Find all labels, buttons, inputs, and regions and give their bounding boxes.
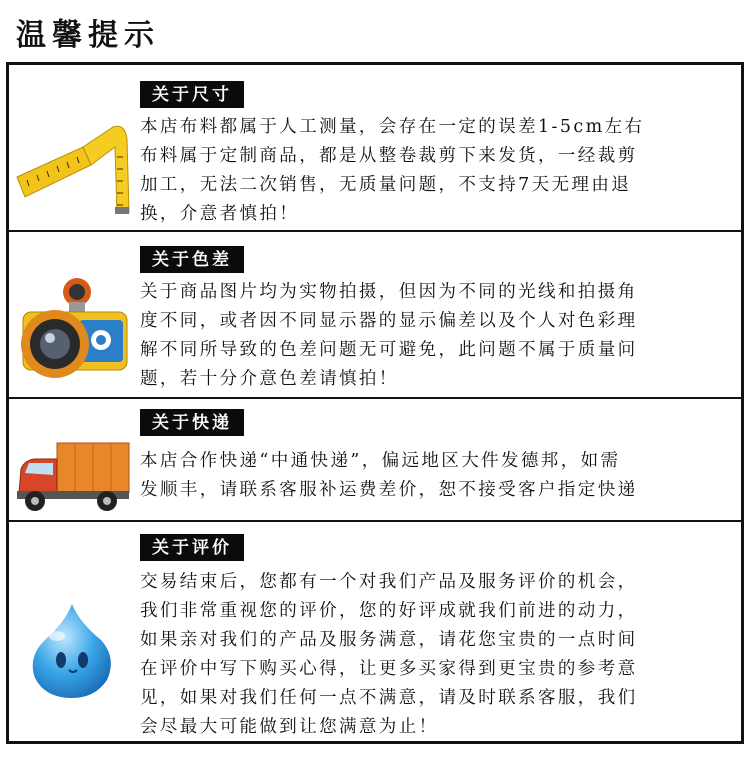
section-text-size: [140, 113, 732, 229]
section-text-delivery: [140, 447, 732, 505]
section-label-delivery: 关于快递: [140, 409, 244, 436]
text-line: 交易结束后，您都有一个对我们产品及服务评价的机会，: [140, 572, 638, 592]
text-line: 本店布料都属于人工测量，会存在一定的误差1-5cm左右: [140, 117, 645, 137]
text-line: 度不同，或者因不同显示器的显示偏差以及个人对色彩理: [140, 311, 638, 331]
text-line: 如果亲对我们的产品及服务满意，请花您宝贵的一点时间: [140, 630, 638, 650]
section-size: [9, 65, 741, 232]
section-label-color: 关于色差: [140, 246, 244, 273]
text-line: 布料属于定制商品，都是从整卷裁剪下来发货，一经裁剪: [140, 146, 638, 166]
text-line: 换，介意者慎拍！: [140, 204, 300, 224]
section-review: [9, 522, 741, 741]
text-line: 关于商品图片均为实物拍摄，但因为不同的光线和拍摄角: [140, 282, 638, 302]
text-line: 会尽最大可能做到让您满意为止！: [140, 717, 439, 737]
text-line: 我们非常重视您的评价，您的好评成就我们前进的动力，: [140, 601, 638, 621]
text-line: 本店合作快递“中通快递”，偏远地区大件发德邦，如需: [140, 451, 621, 471]
text-line: 见，如果对我们任何一点不满意，请及时联系客服，我们: [140, 688, 638, 708]
text-line: 题，若十分介意色差请慎拍！: [140, 369, 399, 389]
section-text-color: [140, 278, 732, 394]
section-delivery: [9, 399, 741, 522]
text-line: 发顺丰，请联系客服补运费差价，恕不接受客户指定快递: [140, 480, 638, 500]
section-color: [9, 232, 741, 399]
section-text-review: [140, 568, 732, 742]
delivery-truck-icon: [15, 439, 133, 519]
section-label-review: 关于评价: [140, 534, 244, 561]
text-line: 解不同所导致的色差问题无可避免，此问题不属于质量问: [140, 340, 638, 360]
text-line: 在评价中写下购买心得，让更多买家得到更宝贵的参考意: [140, 659, 638, 679]
chat-bubble-mascot-icon: [27, 600, 117, 704]
camera-icon: [19, 276, 131, 384]
section-label-size: 关于尺寸: [140, 81, 244, 108]
page-title: 温馨提示: [16, 18, 160, 53]
measuring-tape-icon: [13, 117, 133, 221]
text-line: 加工，无法二次销售，无质量问题，不支持7天无理由退: [140, 175, 632, 195]
notice-frame: [6, 62, 744, 744]
